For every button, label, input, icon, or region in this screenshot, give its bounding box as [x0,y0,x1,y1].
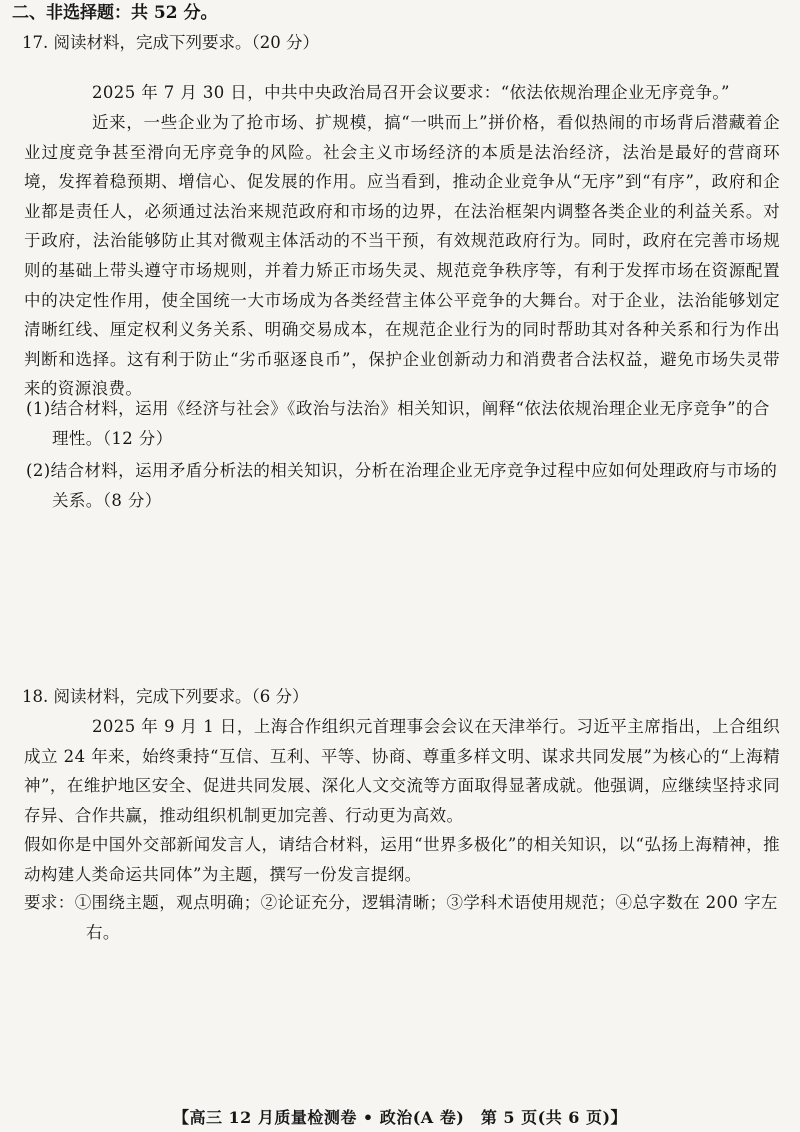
question-17-sub-2: (2)结合材料，运用矛盾分析法的相关知识，分析在治理企业无序竞争过程中应如何处理政府与市场的关系。（8 分） [26,461,778,510]
question-18-heading: 18. 阅读材料，完成下列要求。（6 分） [22,687,309,706]
question-17-material-body: 近来，一些企业为了抢市场、扩规模，搞“一哄而上”拼价格，看似热闹的市场背后潜藏着企业过度竞争甚至滑向无序竞争的风险。社会主义市场经济的本质是法治经济，法治是最好的营商环境，发挥着稳预期、增信心、促发展的作用。应当看到，推动企业竞争从“无序”到“有序”，政府和企业都是责任人，必须通过法治来规范政府和市场的边界，在法治框架内调整各类企业的利益关系。对于政府，法治能够防止其对微观主体活动的不当干预，有效规范政府行为。同时，政府在完善市场规则的基础上带头遵守市场规则，并着力矫正市场失灵、规范竞争秩序等，有利于发挥市场在资源配置中的决定性作用，使全国统一大市场成为各类经营主体公平竞争的大舞台。对于企业，法治能够划定清晰红线、厘定权利义务关系、明确交易成本，在规范企业行为的同时帮助其对各种关系和行为作出判断和选择。这有利于防止“劣币驱逐良币”，保护企业创新动力和消费者合法权益，避免市场失灵带来的资源浪费。 [24,113,780,399]
question-18-task: 假如你是中国外交部新闻发言人，请结合材料，运用“世界多极化”的相关知识，以“弘扬上海精神，推动构建人类命运共同体”为主题，撰写一份发言提纲。 [24,835,780,884]
question-18-requirements: 要求：①围绕主题，观点明确；②论证充分，逻辑清晰；③学科术语使用规范；④总字数在 200 字左右。 [24,893,778,942]
question-17-material-intro: 2025 年 7 月 30 日，中共中央政治局召开会议要求：“依法依规治理企业无序竞争。” [92,83,730,102]
page-footer: 【高三 12 月质量检测卷 • 政治(A 卷) 第 5 页(共 6 页)】 [172,1108,628,1127]
question-18-material: 2025 年 9 月 1 日，上海合作组织元首理事会会议在天津举行。习近平主席指出，上合组织成立 24 年来，始终秉持“互信、互利、平等、协商、尊重多样文明、谋求共同发展”为核心的“上海精神”，在维护地区安全、促进共同发展、深化人文交流等方面取得显著成就。他强调，应继续坚持求同存异、合作共赢，推动组织机制更加完善、行动更为高效。 [24,717,780,825]
question-17-heading: 17. 阅读材料，完成下列要求。（20 分） [22,33,319,52]
section-title: 二、非选择题：共 52 分。 [12,3,218,23]
question-17-sub-1: (1)结合材料，运用《经济与社会》《政治与法治》相关知识，阐释“依法依规治理企业无序竞争”的合理性。（12 分） [26,399,770,448]
